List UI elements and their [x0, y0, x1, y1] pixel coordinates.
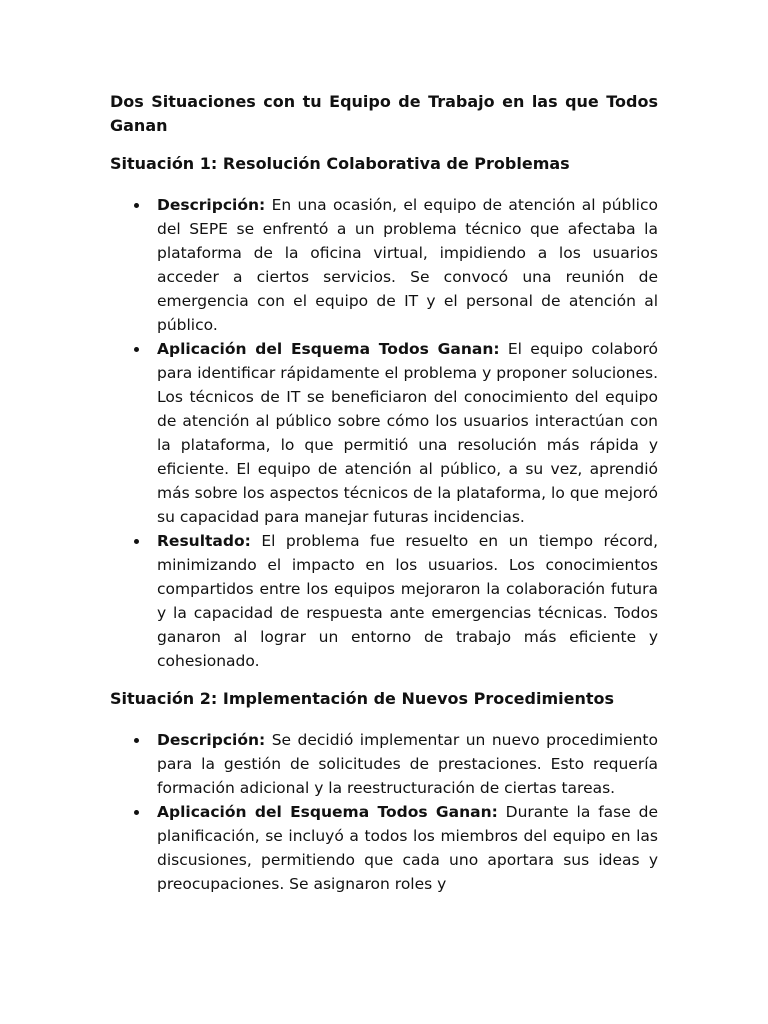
list-item — [157, 193, 658, 337]
item-label: Descripción: — [157, 196, 266, 214]
bullet-icon — [134, 738, 139, 743]
bullet-icon — [134, 347, 139, 352]
item-label: Resultado: — [157, 532, 251, 550]
item-label: Aplicación del Esquema Todos Ganan: — [157, 340, 500, 358]
list-item — [157, 337, 658, 529]
list-item — [157, 728, 658, 800]
bullet-icon — [134, 810, 139, 815]
item-text: El equipo colaboró para identificar rápidamente el problema y proponer soluciones. Los técnicos de IT se beneficiaron del conocimiento del equipo de atención al público sobre cómo los usuarios interactúan con la plataforma, lo que permitió una resolución más rápida y eficiente. El equipo de atención al público, a su vez, aprendió más sobre los aspectos técnicos de la plataforma, lo que mejoró su capacidad para manejar futuras incidencias. — [157, 340, 658, 526]
bullet-icon — [134, 203, 139, 208]
item-text: El problema fue resuelto en un tiempo récord, minimizando el impacto en los usuarios. Los conocimientos compartidos entre los equipos mejoraron la colaboración futura y la capacidad de respuesta ante emergencias técnicas. Todos ganaron al lograr un entorno de trabajo más eficiente y cohesionado. — [157, 532, 658, 670]
item-label: Descripción: — [157, 731, 266, 749]
list-item — [157, 800, 658, 896]
bullet-icon — [134, 539, 139, 544]
list-item — [157, 529, 658, 673]
item-text: En una ocasión, el equipo de atención al público del SEPE se enfrentó a un problema técnico que afectaba la plataforma de la oficina virtual, impidiendo a los usuarios acceder a ciertos servicios. Se convocó una reunión de emergencia con el equipo de IT y el personal de atención al público. — [157, 196, 658, 334]
section-heading-situation-1: Situación 1: Resolución Colaborativa de Problemas — [110, 154, 570, 173]
document-page — [110, 90, 658, 910]
section-list-situation-2 — [110, 728, 658, 896]
item-text: Durante la fase de planificación, se incluyó a todos los miembros del equipo en las discusiones, permitiendo que cada uno aportara sus ideas y preocupaciones. Se asignaron roles y — [157, 803, 658, 893]
item-label: Aplicación del Esquema Todos Ganan: — [157, 803, 498, 821]
section-list-situation-1 — [110, 193, 658, 673]
document-title: Dos Situaciones con tu Equipo de Trabajo en las que Todos Ganan — [110, 92, 658, 135]
section-heading-situation-2: Situación 2: Implementación de Nuevos Procedimientos — [110, 689, 615, 708]
item-text: Se decidió implementar un nuevo procedimiento para la gestión de solicitudes de prestaciones. Esto requería formación adicional y la reestructuración de ciertas tareas. — [157, 731, 658, 797]
